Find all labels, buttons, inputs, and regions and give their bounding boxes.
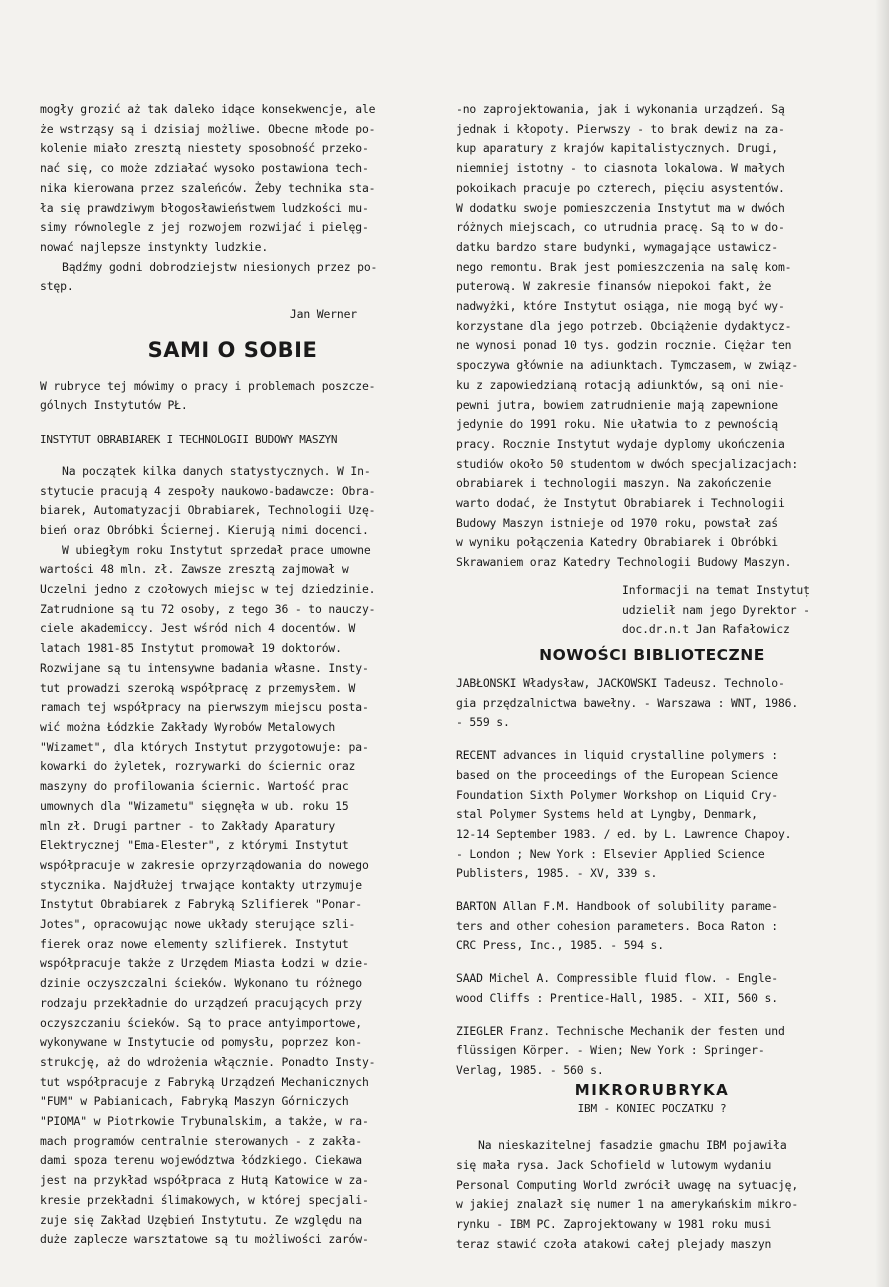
text-line: -no zaprojektowania, jak i wykonania urządzeń. Są xyxy=(456,102,785,116)
text-line: Personal Computing World zwrócił uwagę na sytuację, xyxy=(456,1177,799,1192)
text-line: puterową. W zakresie finansów niepokoi fakt, że xyxy=(456,279,772,294)
text-line: strukcję, aż do wdrożenia włącznie. Ponadto Insty- xyxy=(40,1054,376,1069)
text-line: Zatrudnione są tu 72 osoby, z tego 36 - to nauczy- xyxy=(40,601,376,616)
spacer xyxy=(456,733,848,746)
text-line: zuje się Zakład Uzębień Instytutu. Ze względu na xyxy=(40,1212,362,1227)
text-line: się mała rysa. Jack Schofield w lutowym wydaniu xyxy=(456,1158,772,1173)
text-line: gia przędzalnictwa bawełny. - Warszawa : WNT, 1986. xyxy=(456,695,799,710)
text-line: kresie przekładni ślimakowych, w której specjali- xyxy=(40,1192,369,1207)
text-line: nować najlepsze instynkty ludzkie. xyxy=(40,239,269,254)
section-title: SAMI O SOBIE xyxy=(147,337,318,362)
text-line: stęp. xyxy=(40,279,74,294)
text-line: współpracuje także z Urzędem Miasta Łodzi w dzie- xyxy=(40,956,369,971)
text-line: jednak i kłopoty. Pierwszy - to brak dewiz na za- xyxy=(456,121,785,136)
text-line: w jakiej znalazł się numer 1 na amerykańskim mikro- xyxy=(456,1197,799,1212)
text-line: Rozwijane są tu intensywne badania własne. Insty- xyxy=(40,660,369,675)
text-line: dzinie oczyszczalni ścieków. Wykonano tu różnego xyxy=(40,976,362,991)
text-line: jest na przykład współpraca z Hutą Katowice w za- xyxy=(40,1173,369,1188)
text-line: studiów około 50 studentom w dwóch specjalizacjach: xyxy=(456,456,799,471)
text-line: pewni jutra, bowiem zatrudnienie mają zapewnione xyxy=(456,397,778,412)
text-line: rodzaju przekładnie do urządzeń pracujących przy xyxy=(40,995,362,1010)
text-line: mogły grozić aż tak daleko idące konsekwencje, ale xyxy=(40,102,376,116)
text-line: W ubiegłym roku Instytut sprzedał prace umowne xyxy=(62,542,371,557)
text-line: JABŁONSKI Władysław, JACKOWSKI Tadeusz. Technolo- xyxy=(456,675,785,690)
mikro-paragraph xyxy=(456,1136,848,1254)
text-line: Informacji na temat Instytuṭ xyxy=(622,582,810,597)
info-note xyxy=(456,581,848,640)
text-line: ku z zapowiedzianą rotacją adiunktów, są oni nie- xyxy=(456,377,785,392)
spacer xyxy=(456,956,848,969)
text-line: RECENT advances in liquid crystalline polymers : xyxy=(456,748,778,763)
text-line: Na początek kilka danych statystycznych. W In- xyxy=(62,463,371,478)
spacer xyxy=(456,884,848,897)
text-line: jedynie do 1991 roku. Nie ułatwia to z pewnością xyxy=(456,417,778,432)
text-line: datku bardzo stare budynki, wymagające ustawicz- xyxy=(456,239,778,254)
text-line: że wstrząsy są i dzisiaj możliwe. Obecne młode po- xyxy=(40,121,376,136)
body-paragraph-2 xyxy=(40,541,425,1250)
text-line: ne wynosi ponad 10 tys. godzin rocznie. Ciężar ten xyxy=(456,338,792,353)
body-paragraph-1 xyxy=(40,462,425,541)
text-line: w wyniku połączenia Katedry Obrabiarek i Obróbki xyxy=(456,535,778,550)
text-line: oczyszczaniu ścieków. Są to prace antyimportowe, xyxy=(40,1015,362,1030)
text-line: Publisters, 1985. - XV, 339 s. xyxy=(456,866,658,881)
text-line: Skrawaniem oraz Katedry Technologii Budowy Maszyn. xyxy=(456,555,792,570)
text-line: Na nieskazitelnej fasadzie gmachu IBM pojawiła xyxy=(478,1138,787,1153)
text-line: bień oraz Obróbki Ściernej. Kierują nimi docenci. xyxy=(40,522,369,537)
text-line: gólnych Instytutów PŁ. xyxy=(40,398,188,413)
text-line: ła się prawdziwym błogosławieństwem ludzkości mu- xyxy=(40,200,369,215)
text-line: Instytut Obrabiarek z Fabryką Szlifierek "Ponar- xyxy=(40,897,362,912)
text-line: Elektrycznej "Ema-Elester", z którymi Instytut xyxy=(40,838,349,853)
text-line: W rubryce tej mówimy o pracy i problemach poszcze- xyxy=(40,378,376,393)
text-line: W dodatku swoje pomieszczenia Instytut ma w dwóch xyxy=(456,200,785,215)
text-line: "Wizamet", dla których Instytut przygotowuje: pa- xyxy=(40,739,369,754)
text-line: - 559 s. xyxy=(456,715,510,730)
text-line: kolenie miało zresztą niestety sposobność przeko- xyxy=(40,141,369,156)
author-signature: Jan Werner xyxy=(289,307,357,322)
bib-entry xyxy=(456,746,848,884)
institute-heading: INSTYTUT OBRABIAREK I TECHNOLOGII BUDOWY MASZYN xyxy=(40,433,338,447)
library-title: NOWOŚCI BIBLIOTECZNE xyxy=(539,645,765,664)
text-line: stycznika. Najdłużej trwające kontakty utrzymuje xyxy=(40,877,362,892)
continuation-paragraph xyxy=(456,100,848,573)
mikro-title: MIKRORUBRYKA xyxy=(574,1080,730,1099)
text-line: ters and other cohesion parameters. Boca Raton : xyxy=(456,918,778,933)
text-line: - London ; New York : Elsevier Applied Science xyxy=(456,846,765,861)
text-line: teraz stawić czoła atakowi całej plejady maszyn xyxy=(456,1236,772,1251)
text-line: nadwyżki, które Instytut osiąga, nie mogą być wy- xyxy=(456,299,785,314)
text-line: SAAD Michel A. Compressible fluid flow. - Engle- xyxy=(456,971,778,986)
text-line: niemniej istotny - to ciasnota lokalowa. W małych xyxy=(456,161,785,176)
text-line: Jotes", opracowując nowe układy sterujące szli- xyxy=(40,917,356,932)
intro-paragraph xyxy=(40,100,425,258)
closing-paragraph xyxy=(40,258,425,297)
text-line: latach 1981-85 Instytut promował 19 doktorów. xyxy=(40,641,342,656)
text-line: kup aparatury z krajów kapitalistycznych. Drugi, xyxy=(456,141,778,156)
text-line: CRC Press, Inc., 1985. - 594 s. xyxy=(456,938,664,953)
text-line: flüssigen Körper. - Wien; New York : Springer- xyxy=(456,1043,765,1058)
text-line: biarek, Automatyzacji Obrabiarek, Technologii Uzę- xyxy=(40,503,376,518)
text-line: wykonywane w Instytucie od pomysłu, poprzez kon- xyxy=(40,1035,362,1050)
text-line: ramach tej współpracy na pierwszym miejscu posta- xyxy=(40,700,369,715)
text-line: doc.dr.n.t Jan Rafałowicz xyxy=(622,622,790,637)
text-line: simy równolegle z jej rozwojem rozwijać i pielęg- xyxy=(40,220,369,235)
text-line: stytucie pracują 4 zespoły naukowo-badawcze: Obra- xyxy=(40,483,376,498)
text-line: stal Polymer Systems held at Lyngby, Denmark, xyxy=(456,807,758,822)
text-line: tut współpracuje z Fabryką Urządzeń Mechanicznych xyxy=(40,1074,369,1089)
text-line: Foundation Sixth Polymer Workshop on Liquid Cry- xyxy=(456,787,778,802)
text-line: współpracuje w zakresie oprzyrządowania do nowego xyxy=(40,857,369,872)
text-line: dami spoza terenu województwa łódzkiego. Ciekawa xyxy=(40,1153,362,1168)
text-line: Verlag, 1985. - 560 s. xyxy=(456,1062,604,1077)
text-line: 12-14 September 1983. / ed. by L. Lawrence Chapoy. xyxy=(456,826,792,841)
bib-entry xyxy=(456,674,848,733)
text-line: nika kierowana przez szaleńców. Żeby technika sta- xyxy=(40,180,376,195)
text-line: pokoikach pracuje po czterech, pięciu asystentów. xyxy=(456,180,785,195)
text-line: mln zł. Drugi partner - to Zakłady Aparatury xyxy=(40,818,336,833)
text-line: udzielił nam jego Dyrektor - xyxy=(622,602,810,617)
text-line: BARTON Allan F.M. Handbook of solubility parame- xyxy=(456,899,778,914)
text-line: duże zaplecze warsztatowe są tu możliwości zarów- xyxy=(40,1232,369,1247)
text-line: mach programów centralnie sterowanych - z zakła- xyxy=(40,1133,362,1148)
left-column xyxy=(40,100,425,1250)
text-line: korzystane dla jego potrzeb. Obciążenie dydaktycz- xyxy=(456,318,792,333)
text-line: nego remontu. Brak jest pomieszczenia na salę kom- xyxy=(456,259,792,274)
right-column xyxy=(456,100,848,1255)
text-line: ciele akademiccy. Jest wśród nich 4 docentów. W xyxy=(40,621,356,636)
text-line: "FUM" w Pabianicach, Fabryką Maszyn Górniczych xyxy=(40,1094,349,1109)
text-line: rynku - IBM PC. Zaprojektowany w 1981 roku musi xyxy=(456,1217,772,1232)
text-line: ZIEGLER Franz. Technische Mechanik der festen und xyxy=(456,1023,785,1038)
text-line: Bądźmy godni dobrodziejstw niesionych przez po- xyxy=(62,259,378,274)
text-line: tut prowadzi szeroką współpracę z przemysłem. W xyxy=(40,680,356,695)
text-line: kowarki do żyletek, rozrywarki do ściernic oraz xyxy=(40,759,356,774)
text-line: różnych miejscach, co utrudnia pracę. Są to w do- xyxy=(456,220,785,235)
text-line: obrabiarek i technologii maszyn. Na zakończenie xyxy=(456,476,772,491)
text-line: maszyny do profilowania ściernic. Wartość prac xyxy=(40,779,349,794)
text-line: warto dodać, że Instytut Obrabiarek i Technologii xyxy=(456,496,785,511)
text-line: spoczywa głównie na adiunktach. Tymczasem, w związ- xyxy=(456,358,799,373)
bib-entry xyxy=(456,897,848,956)
text-line: umownych dla "Wizametu" sięgnęła w ub. roku 15 xyxy=(40,798,349,813)
text-line: nać się, co może zdziałać wysoko postawiona tech- xyxy=(40,161,369,176)
text-line: wartości 48 mln. zł. Zawsze zresztą zajmował w xyxy=(40,562,349,577)
mikro-subtitle: IBM - KONIEC POCZATKU ? xyxy=(577,1101,727,1115)
text-line: Uczelni jedno z czołowych miejsc w tej dziedzinie. xyxy=(40,582,376,597)
text-line: "PIOMA" w Piotrkowie Trybunalskim, a także, w ra- xyxy=(40,1114,369,1129)
text-line: fierek oraz nowe elementy szlifierek. Instytut xyxy=(40,936,349,951)
rubric-intro xyxy=(40,377,425,416)
bib-entry xyxy=(456,1022,848,1081)
text-line: wood Cliffs : Prentice-Hall, 1985. - XII, 560 s. xyxy=(456,990,778,1005)
text-line: pracy. Rocznie Instytut wydaje dyplomy ukończenia xyxy=(456,436,785,451)
text-line: wić można Łódzkie Zakłady Wyrobów Metalowych xyxy=(40,719,336,734)
page-edge-shadow xyxy=(875,0,889,1287)
spacer xyxy=(456,1009,848,1022)
bib-entry xyxy=(456,969,848,1008)
text-line: Budowy Maszyn istnieje od 1970 roku, powstał zaś xyxy=(456,515,778,530)
text-line: based on the proceedings of the European Science xyxy=(456,767,778,782)
